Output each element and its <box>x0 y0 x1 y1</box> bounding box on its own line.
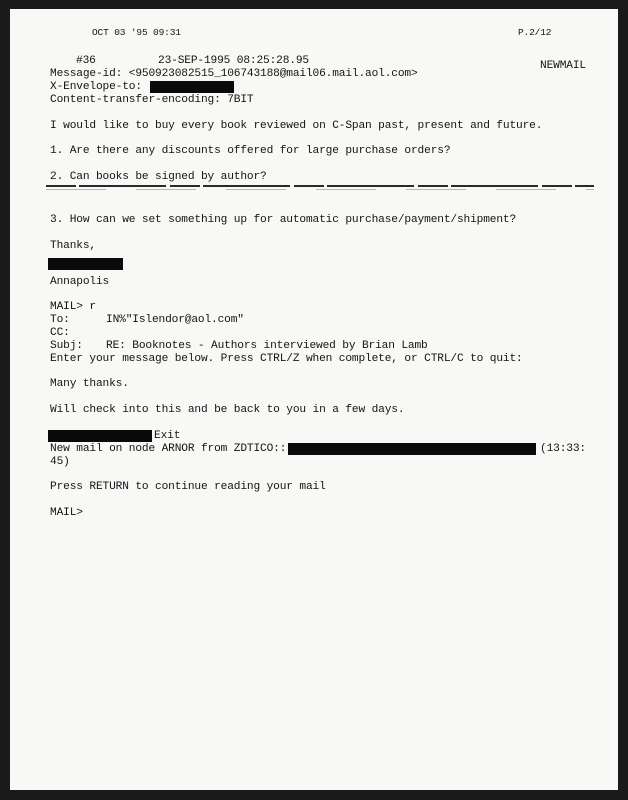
envelope-to-label: X-Envelope-to: <box>50 81 142 93</box>
thanks-line: Thanks, <box>50 240 96 252</box>
press-return-line: Press RETURN to continue reading your mail <box>50 481 326 493</box>
message-date: 23-SEP-1995 08:25:28.95 <box>158 55 309 67</box>
fax-page-number: P.2/12 <box>518 27 552 38</box>
question-2: 2. Can books be signed by author? <box>50 171 267 183</box>
subject-value: RE: Booknotes - Authors interviewed by Brian Lamb <box>106 340 428 352</box>
fax-timestamp: OCT 03 '95 09:31 <box>92 27 181 38</box>
redaction-bar <box>150 81 234 93</box>
body-line: I would like to buy every book reviewed on C-Span past, present and future. <box>50 120 543 132</box>
new-mail-time-part2: 45) <box>50 456 70 468</box>
reply-text-2: Will check into this and be back to you in a few days. <box>50 404 405 416</box>
editor-instructions: Enter your message below. Press CTRL/Z when complete, or CTRL/C to quit: <box>50 353 523 365</box>
encoding-line: Content-transfer-encoding: 7BIT <box>50 94 254 106</box>
redaction-bar <box>48 258 123 270</box>
question-1: 1. Are there any discounts offered for large purchase orders? <box>50 145 451 157</box>
cc-label: CC: <box>50 327 70 339</box>
redaction-bar <box>288 443 536 455</box>
redaction-bar <box>48 430 152 442</box>
page-break-shadow <box>46 189 594 190</box>
to-value: IN%"Islendor@aol.com" <box>106 314 244 326</box>
sender-city: Annapolis <box>50 276 110 288</box>
exit-line: Exit <box>154 430 181 442</box>
mail-reply-command: MAIL> r <box>50 301 96 313</box>
new-mail-notice: New mail on node ARNOR from ZDTICO:: <box>50 443 287 455</box>
mail-prompt: MAIL> <box>50 507 83 519</box>
message-id: Message-id: <950923082515_106743188@mail06.mail.aol.com> <box>50 68 418 80</box>
fax-page <box>10 9 618 790</box>
question-3: 3. How can we set something up for automatic purchase/payment/shipment? <box>50 214 517 226</box>
message-number: #36 <box>76 55 96 67</box>
page-break-line <box>46 185 594 187</box>
new-mail-time-part1: (13:33: <box>540 443 586 455</box>
reply-text-1: Many thanks. <box>50 378 129 390</box>
subject-label: Subj: <box>50 340 83 352</box>
folder-name: NEWMAIL <box>540 60 586 72</box>
to-label: To: <box>50 314 70 326</box>
